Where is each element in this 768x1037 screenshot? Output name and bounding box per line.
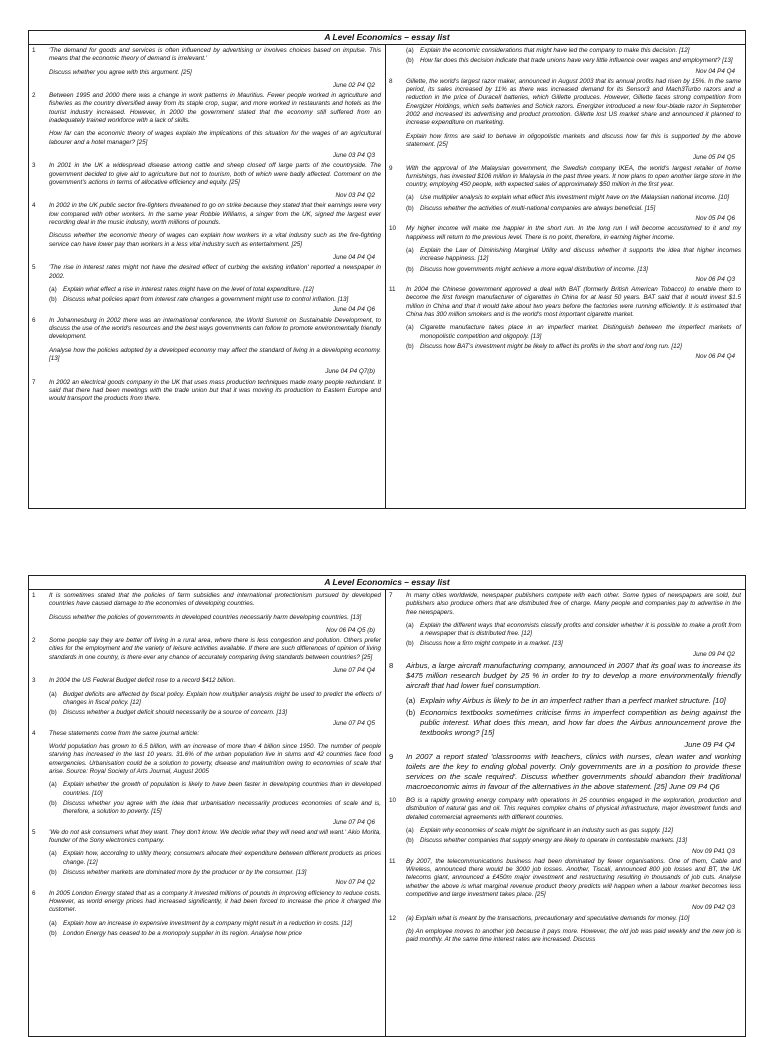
sheet1-right-column — [386, 45, 745, 508]
sub-question — [406, 194, 741, 202]
sub-question — [406, 247, 741, 264]
exam-reference: June 04 P4 Q6 — [332, 306, 375, 314]
question-text: These statements come from the same journal article: — [49, 729, 200, 737]
sub-question — [406, 266, 741, 274]
sub-question — [406, 696, 741, 706]
sub-question-text: Explain the economic considerations that might have led the company to make this decision. [12] — [420, 47, 690, 54]
exam-reference: Nov 06 P4 Q4 — [695, 353, 735, 361]
sub-question — [49, 920, 381, 928]
question-text: In 2002 in the UK public sector fire-fighters threatened to go on strike because they stated that their earnings were very low compared with other workers. In the same year Robbie Williams, a singer from the UK, signed the largest ever recording deal in the music industry, worth millions of pounds. — [49, 202, 381, 227]
sub-question-text: Explain whether the growth of population is likely to have been faster in developing countries than in developed countries. [10] — [63, 781, 381, 797]
question-item — [386, 752, 745, 792]
sub-question-label: (b) — [406, 708, 416, 718]
question-text: In 2004 the Chinese government approved a deal with BAT (formerly British American Tobacco) to enable them to become the first foreign manufacturer of cigarettes in China for at least 50 years. BAT said that it would invest $1.5 million in China and that it would take about two years before the factories were running efficiently. It is estimated that China has 300 million smokers and is the world's most important cigarette market. — [406, 286, 741, 319]
question-text: In 2002 an electrical goods company in the UK that uses mass production techniques made many people redundant. It said that there had been meetings with the trade union but that it was moving its production to Eastern Europe and would transport the products from there. — [49, 378, 381, 403]
sub-question-label: (b) — [49, 869, 57, 877]
sub-question — [49, 781, 381, 798]
sub-question-label: (a) — [49, 781, 57, 789]
exam-reference: Nov 06 P4 Q5 (b) — [326, 626, 375, 634]
question-number: 12 — [389, 914, 397, 922]
question-number: 2 — [32, 92, 36, 100]
question-number: 7 — [389, 592, 393, 599]
exam-reference: June 05 P4 Q5 — [692, 154, 735, 162]
question-text: In 2005 London Energy stated that as a company it invested millions of pounds in improving efficiency to reduce costs. However, as world energy prices had increased significantly, it had been forced to increase the price it charged the customer. — [49, 889, 381, 914]
question-text: Discuss whether the policies of governments in developed countries necessarily harm developing countries. [13] — [49, 613, 362, 621]
question-text: (a) Explain what is meant by the transactions, precautionary and speculative demands for money. [10] — [406, 914, 690, 922]
sub-question-text: Discuss what policies apart from interest rate changes a government might use to control inflation. [13] — [63, 296, 349, 304]
sheet2-left-column — [29, 590, 386, 1036]
question-item — [29, 202, 385, 262]
sub-question — [406, 837, 741, 845]
question-item — [386, 165, 745, 224]
question-item — [386, 797, 745, 856]
sub-question-text: Cigarette manufacture takes place in an imperfect market. Distinguish between the imperfect markets of monopolistic competition and oligopoly. [13] — [420, 324, 741, 340]
question-text: BG is a rapidly growing energy company with operations in 25 countries engaged in the exploration, production and distribution of natural gas and oil. This requires complex chains of physical infrastructure, major investment funds and detailed commercial agreements with different countries. — [406, 797, 741, 821]
sub-question-text: Explain how an increase in expensive investment by a company might result in a reduction in costs. [12] — [63, 919, 353, 927]
question-item — [29, 730, 385, 827]
sub-question-label: (b) — [406, 57, 414, 65]
question-text: In 2007 a report stated 'classrooms with teachers, clinics with nurses, clean water and working toilets are the key to ending global poverty. Only governments are in a position to provide these services on the scale required'. Discuss whether governments should abandon their traditional macroeconomic aims in favour of the alternatives in the above statement. [25] June 09 P4 Q6 — [406, 752, 741, 792]
exam-reference: Nov 09 P41 Q3 — [691, 847, 735, 855]
sub-question-label: (b) — [406, 837, 414, 845]
sub-question — [406, 640, 741, 648]
question-text: It is sometimes stated that the policies of farm subsidies and international protectionism pursued by developed countries have caused damage to the economies of developing countries. — [49, 592, 381, 608]
question-text: Between 1995 and 2000 there was a change in work patterns in Mauritius. Fewer people worked in agriculture and fisheries as the country diversified away from its staple crop, sugar, and more worked in restaurants and hotels as the tourist industry increased. However, in 2000 the government stated that the economy still suffered from an inadequately trained workforce with a lack of skills. — [49, 92, 381, 125]
question-text: Airbus, a large aircraft manufacturing company, announced in 2007 that its goal was to increase its $475 million research budget by 25 % in order to try to develop a more environmentally friendly aircraft that had lower fuel consumption. — [406, 661, 741, 691]
sub-question-text: Discuss whether a budget deficit should necessarily be a source of concern. [13] — [63, 709, 288, 717]
exam-reference: June 04 P4 Q7(b) — [325, 368, 375, 376]
question-text: With the approval of the Malaysian government, the Swedish company IKEA, the world's largest retailer of home furnishings, has invested $106 million in Malaysia in the past three years. It now plans to open another large store in the country, employing 450 people, with expected sales of approximately $50 million in the first year. — [406, 164, 741, 189]
question-item — [386, 47, 745, 76]
question-text: 'We do not ask consumers what they want. They don't know. We decide what they will need and will want.' Akio Morita, founder of the Sony electronics company. — [49, 828, 381, 845]
exam-reference: Nov 05 P4 Q6 — [695, 215, 735, 223]
question-number: 8 — [389, 661, 394, 671]
question-text: Discuss whether you agree with this argument. [25] — [49, 68, 192, 76]
question-item — [29, 637, 385, 675]
sub-question-text: Discuss how a firm might compete in a market. [13] — [420, 640, 563, 648]
question-number: 10 — [389, 225, 397, 233]
sub-question — [49, 286, 381, 294]
sub-question-text: Explain how, according to utility theory, consumers allocate their expenditure between different products as prices change. [12] — [63, 850, 381, 866]
question-number: 4 — [32, 202, 36, 210]
sub-question-text: London Energy has ceased to be a monopoly supplier in its region. Analyse how price — [63, 929, 302, 937]
question-item — [29, 92, 385, 160]
sub-question — [49, 296, 381, 304]
sub-question — [406, 57, 741, 65]
exam-reference: Nov 03 P4 Q2 — [335, 192, 375, 200]
question-item — [386, 78, 745, 163]
sheet2-right-column — [386, 590, 745, 1036]
exam-reference: June 02 P4 Q2 — [332, 81, 375, 89]
sub-question-label: (b) — [406, 265, 414, 273]
question-number: 11 — [389, 857, 396, 865]
sub-question-text: Explain why Airbus is likely to be in an imperfect rather than a perfect market structure. [10] — [420, 696, 726, 706]
question-number: 6 — [32, 889, 36, 897]
sub-question — [49, 800, 381, 817]
sub-question — [406, 47, 741, 55]
exam-reference: June 07 P4 Q5 — [332, 719, 375, 727]
question-number: 11 — [389, 286, 396, 294]
question-item — [386, 661, 745, 750]
sub-question — [406, 205, 741, 213]
sub-question-text: Discuss whether you agree with the idea that urbanisation necessarily produces economies of scale and is, therefore, a solution to poverty. [15] — [63, 799, 381, 816]
exam-reference: June 07 P4 Q6 — [332, 818, 375, 826]
sub-question-label: (a) — [406, 246, 414, 254]
question-text: In 2001 in the UK a widespread disease among cattle and sheep closed off large parts of the countryside. The government decided to give aid to agriculture but not to tourism, both of which were badly affected. Comment on the government's actions in terms of allocative efficiency and equity. [25] — [49, 162, 381, 186]
exam-reference: June 03 P4 Q3 — [332, 151, 375, 159]
sub-question-label: (b) — [406, 342, 414, 350]
question-text: 'The demand for goods and services is often influenced by advertising or involves choices based on impulse. This means that the economic theory of demand is irrelevant.' — [49, 47, 381, 63]
sub-question-text: Discuss whether companies that supply energy are likely to operate in contestable markets. [13] — [420, 837, 688, 845]
sub-question-label: (a) — [49, 690, 57, 698]
sub-question-text: Discuss how BAT's investment might be likely to affect its profits in the short and long run. [12] — [420, 342, 682, 350]
sub-question-label: (a) — [406, 47, 414, 54]
question-number: 3 — [32, 162, 36, 170]
sub-question — [406, 827, 741, 835]
question-item — [29, 829, 385, 888]
sub-question-label: (a) — [406, 324, 414, 332]
exam-reference: Nov 07 P4 Q2 — [335, 879, 375, 887]
sub-question-label: (b) — [49, 296, 57, 304]
question-number: 1 — [32, 592, 36, 599]
sub-question-text: Discuss whether markets are dominated more by the producer or by the consumer. [13] — [63, 869, 307, 877]
question-number: 10 — [389, 797, 397, 805]
question-item — [29, 592, 385, 635]
question-item — [386, 915, 745, 945]
sub-question — [49, 691, 381, 708]
sub-question-label: (a) — [406, 826, 414, 834]
sub-question-label: (a) — [49, 919, 57, 927]
sub-question — [406, 324, 741, 341]
exam-reference: Nov 04 P4 Q4 — [695, 67, 735, 75]
question-item — [386, 592, 745, 659]
sheet-title: A Level Economics – essay list — [29, 576, 745, 590]
sub-question-label: (a) — [406, 696, 416, 706]
question-text: 'The rise in interest rates might not have the desired effect of curbing the existing inflation' reported a newspaper in 2002. — [49, 264, 381, 280]
sub-question — [406, 622, 741, 639]
question-text: (b) An employee moves to another job because it pays more. However, the old job was paid weekly and the new job is paid monthly. At the same time interest rates are increased. Discuss — [406, 927, 741, 944]
question-text: Some people say they are better off living in a rural area, where there is less congestion and pollution. Others prefer cities for the employment and the variety of leisure activities available. If there are such differences of opinion of living standards in one country, is there ever any chance of accurately comparing living standards between countries? [25] — [49, 637, 381, 661]
question-number: 9 — [389, 752, 394, 762]
sub-question-label: (b) — [49, 709, 57, 717]
question-text: My higher income will make me happier in the short run. In the long run I will become accustomed to it and my happiness will return to the previous level. There is no point, therefore, in earning higher income. — [406, 225, 741, 241]
essay-sheet-2 — [28, 575, 746, 1037]
sheet-title: A Level Economics – essay list — [29, 31, 745, 45]
question-number: 6 — [32, 316, 36, 324]
sub-question-label: (a) — [406, 621, 414, 629]
question-number: 7 — [32, 378, 36, 386]
sub-question — [406, 343, 741, 351]
question-item — [386, 858, 745, 913]
question-item — [29, 379, 385, 404]
sub-question-text: Discuss how governments might achieve a more equal distribution of income. [13] — [420, 265, 648, 273]
question-text: In many cities worldwide, newspaper publishers compete with each other. Some types of newspapers are sold, but publishers also produce others that are distributed free of charge. Many people and companies pay to advertise in the free newspapers. — [406, 592, 741, 616]
question-text: Gillette, the world's largest razor maker, announced in August 2003 that its annual profits had risen by 15%. In the same period, its sales increased by 11% as there was increased demand for its Sensor3 and Mach3Turbo razors and a reduction in the price of Duracell batteries, which Gillette produces. However, Gillette faces strong competition from Energizer Holdings, which sells batteries and Schick razors. Energizer introduced a new four-blade razor in September 2002 and increased its advertising and product promotion. Gillette lost US market share and announced it planned to increase expenditure on marketing. — [406, 77, 741, 127]
question-text: How far can the economic theory of wages explain the implications of this situation for the wages of an agricultural labourer and a hotel manager? [25] — [49, 130, 381, 146]
sub-question-text: How far does this decision indicate that trade unions have very little influence over wages and employment? [13] — [420, 57, 733, 65]
question-number: 2 — [32, 637, 36, 645]
sub-question-label: (b) — [49, 799, 57, 807]
question-number: 3 — [32, 677, 36, 685]
question-item — [29, 677, 385, 727]
question-number: 9 — [389, 164, 393, 172]
sub-question-text: Explain why economies of scale might be significant in an industry such as gas supply. [12] — [420, 826, 673, 834]
sub-question-label: (a) — [406, 194, 414, 202]
sub-question — [406, 708, 741, 738]
sub-question-text: Explain the different ways that economists classify profits and consider whether it is possible to make a profit from a newspaper that is distributed free. [12] — [420, 621, 741, 638]
exam-reference: June 07 P4 Q4 — [332, 667, 375, 675]
sub-question — [49, 869, 381, 877]
question-item — [386, 225, 745, 284]
sub-question — [49, 850, 381, 867]
sub-question-text: Discuss whether the activities of multi-national companies are always beneficial. [15] — [420, 204, 656, 212]
question-text: World population has grown to 6.5 billion, with an increase of more than 4 billion since 1950. The number of people starving has increased in the last 10 years. 31.6% of the urban population live in slums and 42 countries face food emergencies. Urbanisation could be a solution to poverty, disease and malnutrition owing to economies of scale that arise. Source: Royal Society of Arts Journal, August 2005 — [49, 743, 381, 776]
question-number: 5 — [32, 264, 36, 272]
sub-question-text: Explain the Law of Diminishing Marginal Utility and discuss whether it supports the idea that higher incomes increase happiness. [12] — [420, 246, 741, 263]
question-number: 5 — [32, 828, 36, 836]
sub-question-label: (a) — [49, 850, 57, 858]
question-text: In Johannesburg in 2002 there was an international conference, the World Summit on Sustainable Development, to discuss the use of the world's resources and the best ways governments can follow to promote environmentally friendly development. — [49, 316, 381, 341]
exam-reference: June 09 P4 Q2 — [692, 650, 735, 658]
question-number: 4 — [32, 729, 36, 737]
question-text: Discuss whether the economic theory of wages can explain how workers in a vital industry such as the fire-fighting service can have lower pay than workers in a less vital industry such as entertainment. [25] — [49, 232, 381, 248]
sub-question — [49, 709, 381, 717]
exam-reference: June 09 P4 Q4 — [684, 740, 735, 750]
question-item — [29, 317, 385, 377]
question-item — [386, 286, 745, 361]
question-item — [29, 162, 385, 200]
essay-sheet-1 — [28, 30, 746, 509]
sub-question-label: (b) — [406, 640, 414, 648]
question-number: 1 — [32, 47, 36, 54]
sub-question-label: (b) — [406, 204, 414, 212]
sub-question — [49, 930, 381, 938]
question-text: In 2004 the US Federal Budget deficit rose to a record $412 billion. — [49, 677, 236, 685]
sub-question-label: (b) — [49, 929, 57, 937]
sub-question-text: Budget deficits are affected by fiscal policy. Explain how multiplier analysis might be used to predict the effects of changes in fiscal policy. [12] — [63, 690, 381, 706]
sub-question-label: (a) — [49, 285, 57, 293]
sheet1-left-column — [29, 45, 386, 508]
exam-reference: Nov 09 P42 Q3 — [691, 904, 735, 912]
question-item — [29, 264, 385, 314]
sub-question-text: Explain what effect a rise in interest rates might have on the level of total expenditure. [12] — [63, 285, 314, 293]
question-item — [29, 890, 385, 938]
sub-question-text: Use multiplier analysis to explain what effect this investment might have on the Malaysian national income. [10] — [420, 194, 730, 202]
sub-question-text: Economics textbooks sometimes criticise firms in imperfect competition as being against the public interest. What does this mean, and how far does the Airbus announcement prove the textbooks wrong? [15] — [420, 708, 741, 738]
question-number: 8 — [389, 77, 393, 85]
exam-reference: June 04 P4 Q4 — [332, 253, 375, 261]
question-text: Analyse how the policies adopted by a developed economy may affect the standard of living in a developing economy. [13] — [49, 346, 381, 362]
question-text: Explain how firms are said to behave in oligopolistic markets and discuss how far this is supported by the above statement. [25] — [406, 132, 741, 148]
question-item — [29, 47, 385, 90]
exam-reference: Nov 06 P4 Q3 — [695, 275, 735, 283]
question-text: By 2007, the telecommunications business had been dominated by fewer organisations. One of them, Cable and Wireless, announced there would be 3000 job losses. Another, Tiscali, announced 800 job losses and BT, the UK telecoms giant, announced a £450m major investment and restructuring resulting in thousands of job cuts. Analyse whether the above is what marginal revenue product theory predicts will happen when a labour market becomes less competitive and large investment takes place. [25] — [406, 857, 741, 899]
